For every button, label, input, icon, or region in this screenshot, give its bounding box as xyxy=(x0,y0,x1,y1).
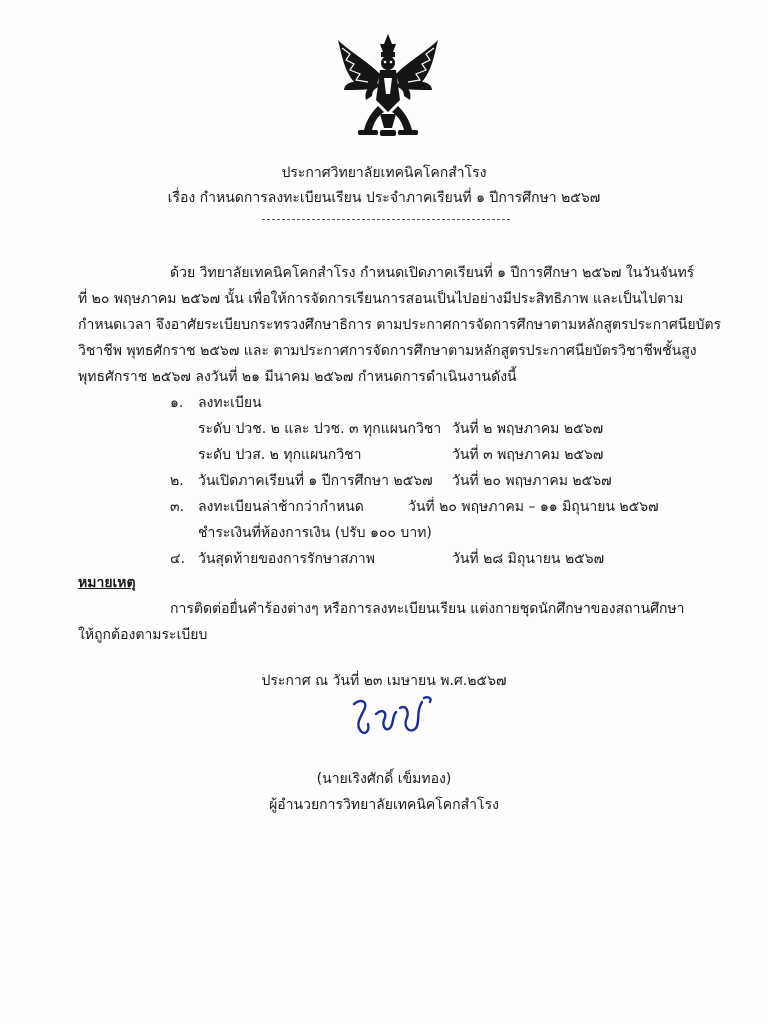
divider-line xyxy=(262,219,510,220)
announcement-title: ประกาศวิทยาลัยเทคนิคโคกสำโรง xyxy=(281,165,487,181)
announcement-date: ประกาศ ณ วันที่ ๒๓ เมษายน พ.ศ.๒๕๖๗ xyxy=(261,673,507,689)
remark-text: ให้ถูกต้องตามระเบียบ xyxy=(78,627,208,643)
item-date: วันที่ ๓ พฤษภาคม ๒๕๖๗ xyxy=(452,447,604,463)
remark-text: การติดต่อยื่นคำร้องต่างๆ หรือการลงทะเบียนเรียน แต่งกายชุดนักศึกษาของสถานศึกษา xyxy=(170,601,685,617)
item-date: วันที่ ๒๐ พฤษภาคม ๒๕๖๗ xyxy=(452,473,612,489)
item-number: ๒. xyxy=(170,473,184,489)
paragraph-line: วิชาชีพ พุทธศักราช ๒๕๖๗ และ ตามประกาศการจัดการศึกษาตามหลักสูตรประกาศนียบัตรวิชาชีพชั้นสูง xyxy=(78,343,697,359)
item-number: ๑. xyxy=(170,395,184,411)
item-number: ๔. xyxy=(170,551,186,567)
item-note: ชำระเงินที่ห้องการเงิน (ปรับ ๑๐๐ บาท) xyxy=(198,525,432,541)
item-sub-label: ระดับ ปวช. ๒ และ ปวช. ๓ ทุกแผนกวิชา xyxy=(198,421,442,437)
paragraph-line: ด้วย วิทยาลัยเทคนิคโคกสำโรง กำหนดเปิดภาคเรียนที่ ๑ ปีการศึกษา ๒๕๖๗ ในวันจันทร์ xyxy=(170,265,695,281)
paragraph-line: ที่ ๒๐ พฤษภาคม ๒๕๖๗ นั้น เพื่อให้การจัดการเรียนการสอนเป็นไปอย่างมีประสิทธิภาพ และเป็นไปตาม xyxy=(78,291,684,307)
item-sub-label: ระดับ ปวส. ๒ ทุกแผนกวิชา xyxy=(198,447,362,463)
remark-heading: หมายเหตุ xyxy=(78,575,136,591)
item-title: ลงทะเบียนล่าช้ากว่ากำหนด xyxy=(198,499,364,515)
item-date: วันที่ ๒๐ พฤษภาคม – ๑๑ มิถุนายน ๒๕๖๗ xyxy=(408,499,659,515)
signatory-name: (นายเริงศักดิ์ เข็มทอง) xyxy=(316,771,452,787)
garuda-emblem xyxy=(330,30,446,146)
item-title: ลงทะเบียน xyxy=(198,395,262,411)
item-title: วันเปิดภาคเรียนที่ ๑ ปีการศึกษา ๒๕๖๗ xyxy=(198,473,433,489)
item-number: ๓. xyxy=(170,499,185,515)
handwritten-signature xyxy=(346,690,436,746)
item-date: วันที่ ๒๘ มิถุนายน ๒๕๖๗ xyxy=(452,551,605,567)
paragraph-line: กำหนดเวลา จึงอาศัยระเบียบกระทรวงศึกษาธิการ ตามประกาศการจัดการศึกษาตามหลักสูตรประกาศนียบัตร xyxy=(78,317,722,333)
item-date: วันที่ ๒ พฤษภาคม ๒๕๖๗ xyxy=(452,421,604,437)
signatory-position: ผู้อำนวยการวิทยาลัยเทคนิคโคกสำโรง xyxy=(269,797,499,813)
paragraph-line: พุทธศักราช ๒๕๖๗ ลงวันที่ ๒๑ มีนาคม ๒๕๖๗ กำหนดการดำเนินงานดังนี้ xyxy=(78,369,517,385)
announcement-subject: เรื่อง กำหนดการลงทะเบียนเรียน ประจำภาคเรียนที่ ๑ ปีการศึกษา ๒๕๖๗ xyxy=(167,190,601,206)
item-title: วันสุดท้ายของการรักษาสภาพ xyxy=(198,551,375,567)
